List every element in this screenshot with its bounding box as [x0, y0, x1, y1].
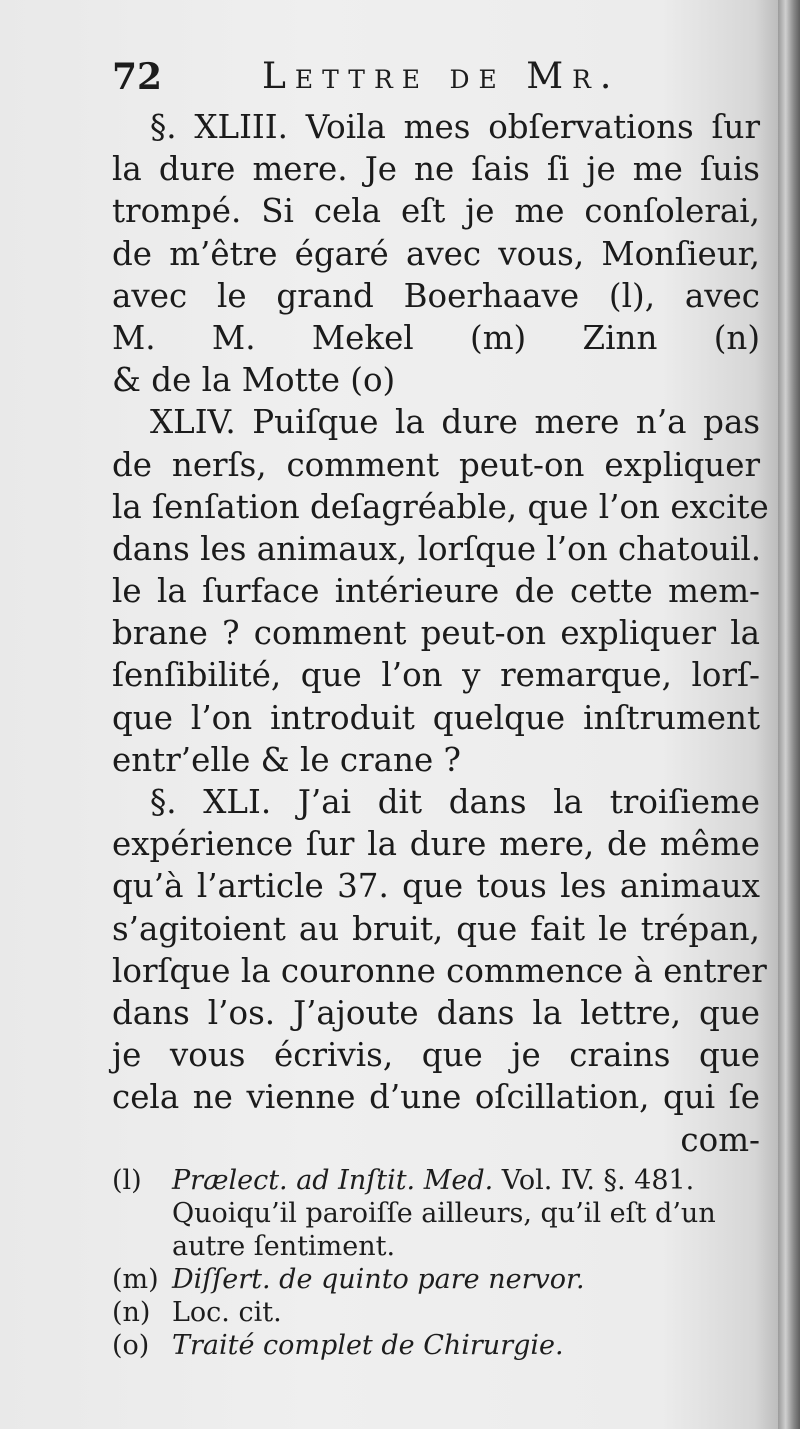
text-line: & de la Motte (o) — [112, 361, 396, 400]
footnote-text: Vol. IV. §. 481. — [493, 1165, 695, 1196]
footnote-citation: Diſſert. de quinto pare nervor. — [172, 1264, 585, 1295]
text-line: qu’à l’article 37. que tous les animaux — [112, 867, 760, 906]
footnote-citation: Traité complet de Chirurgie. — [172, 1330, 564, 1361]
text-line: ſenſibilité, que l’on y remarque, lorſ- — [112, 656, 760, 695]
text-line: §. XLIII. Voila mes obſervations ſur — [150, 108, 760, 146]
footnote — [112, 1164, 762, 1197]
running-title: Lettre de Mr. — [262, 56, 621, 97]
text-line: trompé. Si cela eſt je me conſolerai, — [112, 192, 760, 231]
footnote — [112, 1263, 762, 1296]
catchword: com- — [680, 1120, 760, 1159]
text-line: que l’on introduit quelque inſtrument — [112, 698, 760, 737]
text-line: de m’être égaré avec vous, Monſieur, — [112, 234, 760, 273]
text-line: expérience ſur la dure mere, de même — [112, 825, 760, 864]
text-line: XLIV. Puiſque la dure mere n’a pas — [150, 403, 760, 442]
footnote — [112, 1329, 762, 1362]
footnote-mark: (n) — [112, 1297, 151, 1328]
footnote-text: Loc. cit. — [172, 1297, 282, 1328]
footnote — [112, 1296, 762, 1329]
page-edge — [778, 0, 800, 1429]
text-line: s’agitoient au bruit, que fait le trépan, — [112, 909, 760, 948]
text-line: je vous écrivis, que je crains que — [112, 1036, 760, 1075]
text-line: M. M. Mekel (m) Zinn (n) — [112, 318, 760, 357]
text-line: dans les animaux, lorſque l’on chatouil. — [112, 529, 762, 568]
page-header — [112, 50, 762, 100]
footnote-mark: (l) — [112, 1165, 142, 1196]
text-line: dans l’os. J’ajoute dans la lettre, que — [112, 993, 760, 1032]
footnote-citation: Prælect. ad Inſtit. Med. — [172, 1165, 494, 1196]
text-line: la dure mere. Je ne ſais ſi je me ſuis — [112, 150, 760, 189]
body-text — [112, 106, 769, 1161]
text-line: brane ? comment peut-on expliquer la — [112, 614, 760, 653]
text-line: entr’elle & le crane ? — [112, 740, 461, 779]
footnote-mark: (m) — [112, 1264, 159, 1295]
footnote-mark: (o) — [112, 1330, 150, 1361]
text-line: lorſque la couronne commence à entrer — [112, 951, 767, 990]
footnote-continuation: Quoiqu’il paroiſſe ailleurs, qu’il eſt d’un — [172, 1198, 716, 1229]
text-line: §. XLI. J’ai dit dans la troiſieme — [150, 783, 760, 821]
text-line: cela ne vienne d’une oſcillation, qui ſe — [112, 1078, 760, 1117]
text-line: avec le grand Boerhaave (l), avec — [112, 276, 760, 315]
footnotes — [112, 1164, 762, 1362]
text-line: le la ſurface intérieure de cette mem- — [112, 572, 760, 611]
footnote-continuation: autre ſentiment. — [172, 1231, 396, 1262]
text-line: la ſenſation deſagréable, que l’on excite — [112, 487, 769, 526]
text-line: de nerſs, comment peut-on expliquer — [112, 445, 760, 484]
page-number: 72 — [112, 56, 163, 98]
